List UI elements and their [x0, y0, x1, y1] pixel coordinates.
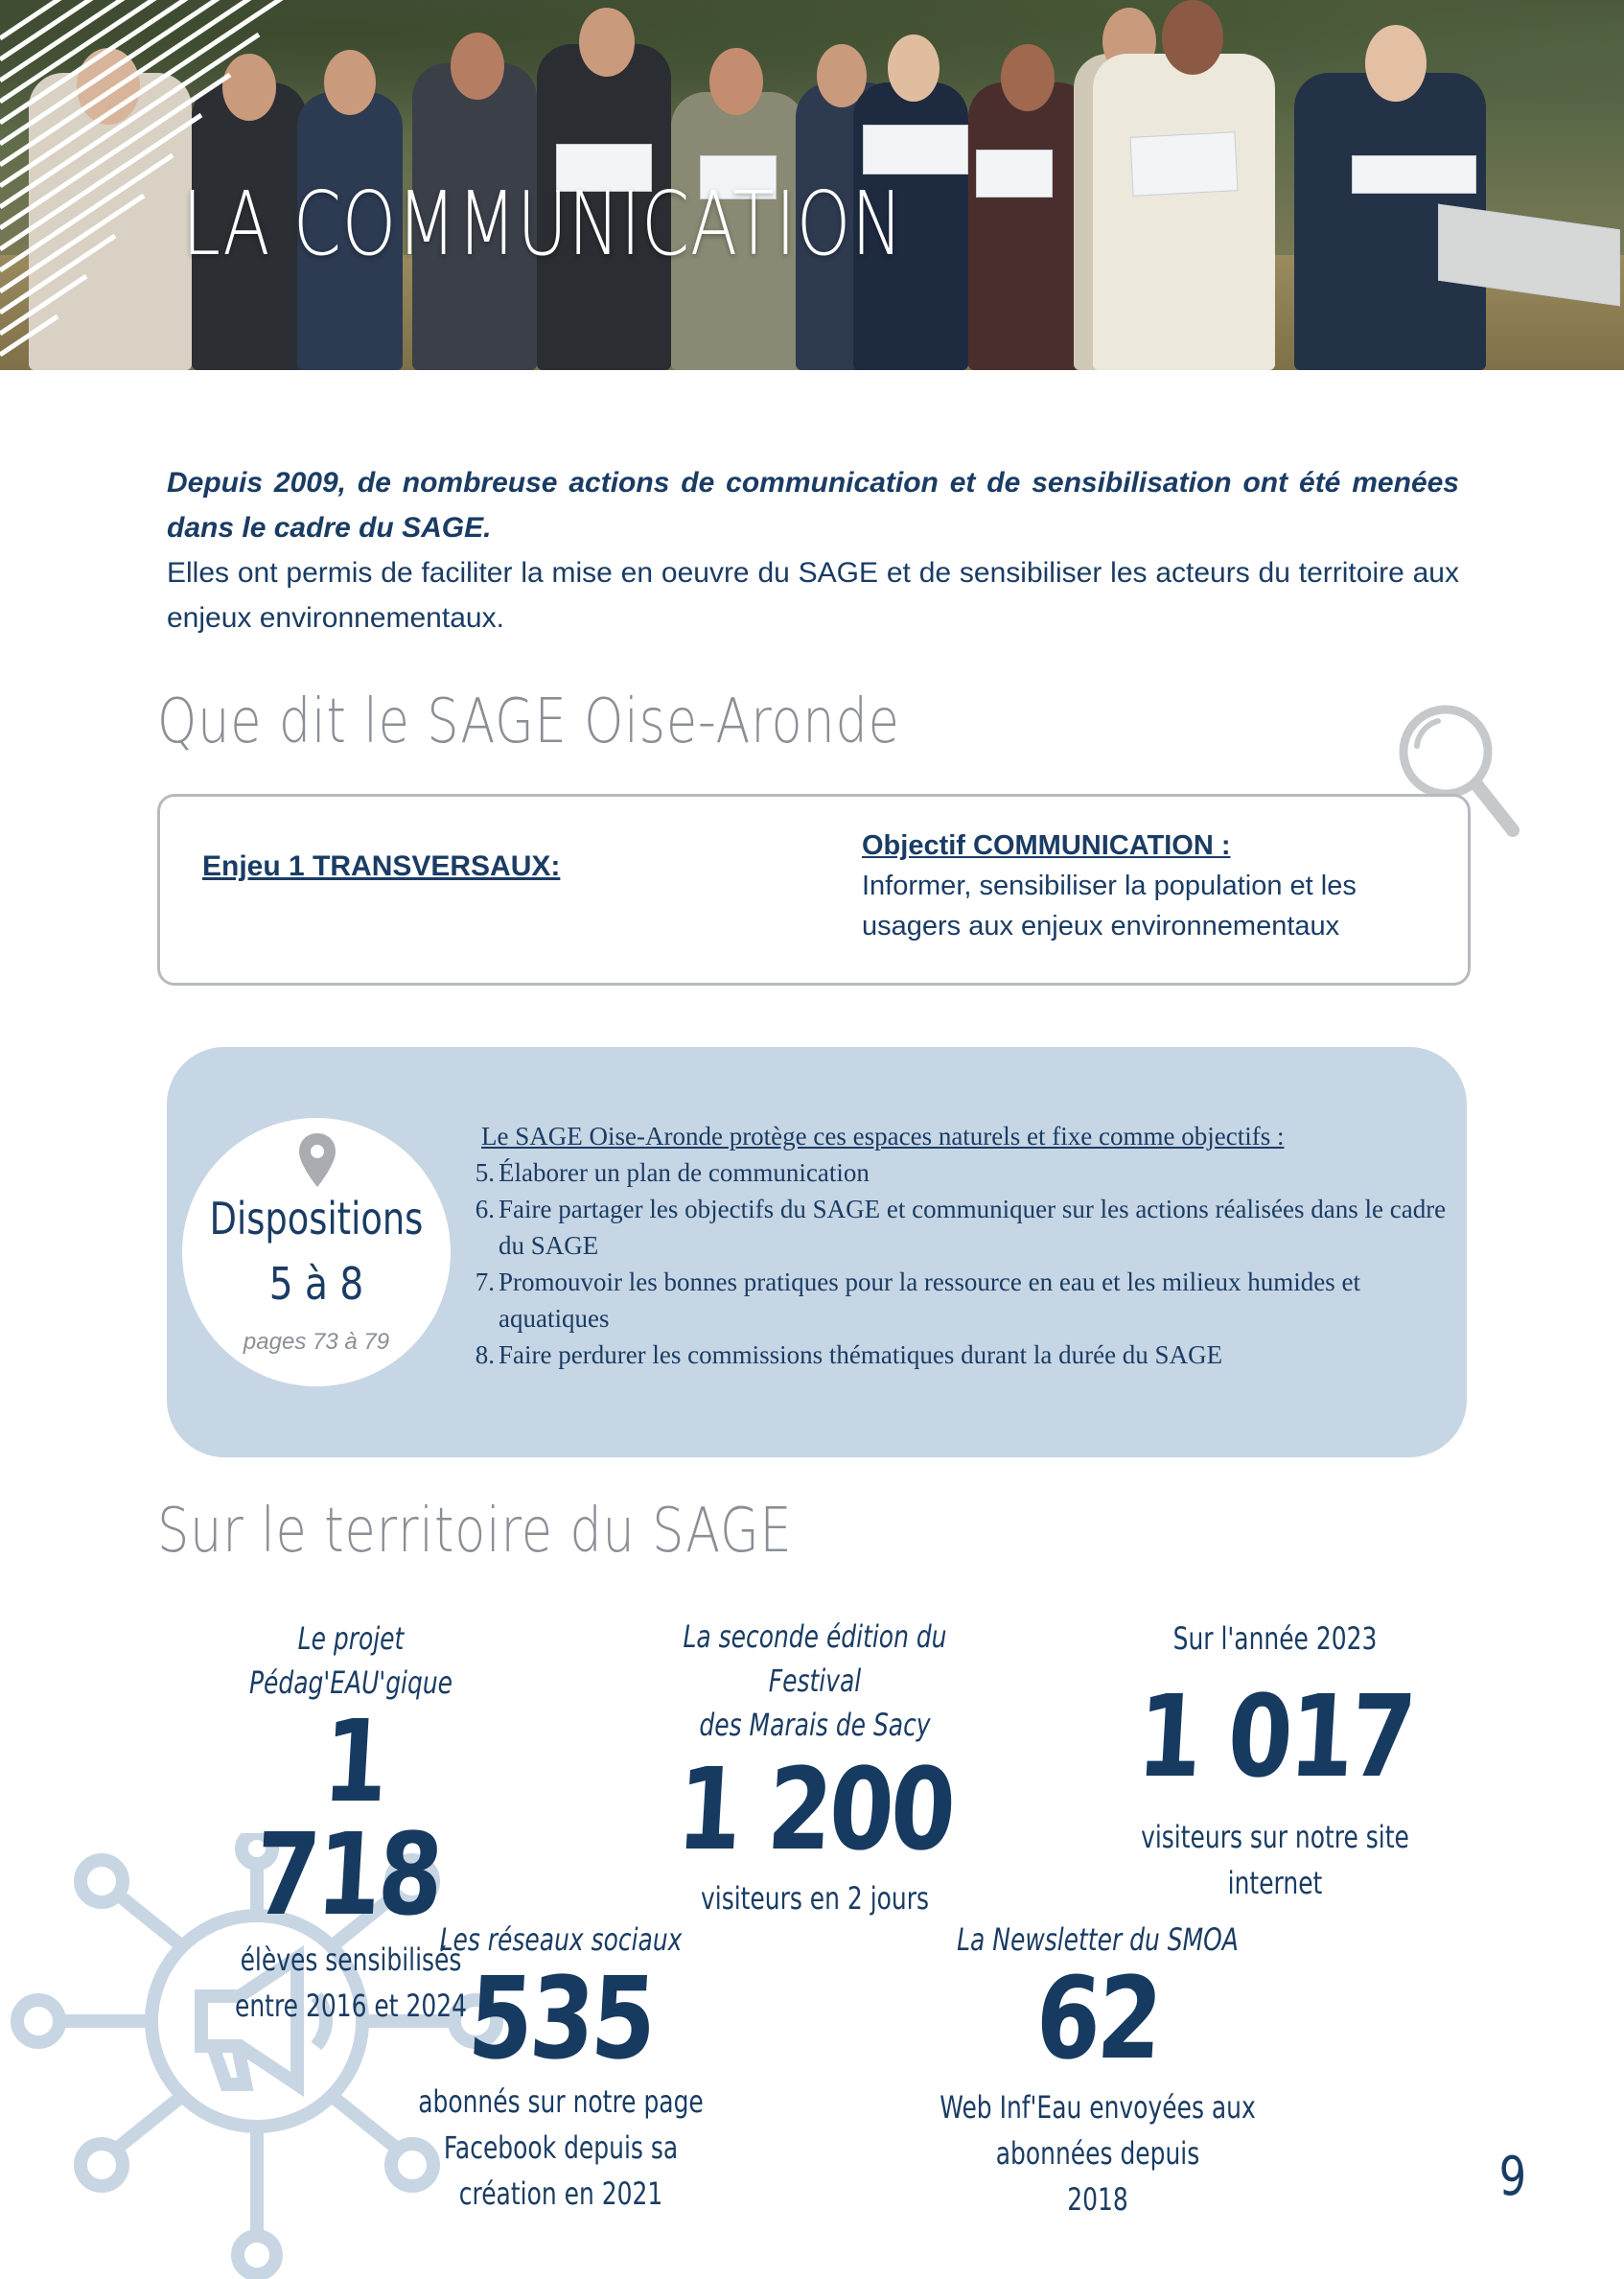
dispositions-badge — [182, 1118, 451, 1386]
stat-subtext: Web Inf'Eau envoyées aux abonnées depuis — [940, 2089, 1256, 2172]
stat-subtext: entre 2016 et 2024 — [234, 1988, 468, 2024]
stat-caption: Sur l'année 2023 — [1172, 1620, 1378, 1657]
stat-value: 535 — [464, 1952, 658, 2084]
stat-caption: des Marais de Sacy — [699, 1707, 931, 1743]
stat-caption: La seconde édition du Festival — [683, 1618, 947, 1699]
list-item-text: Faire perdurer les commissions thématiques durant la durée du SAGE — [499, 1340, 1223, 1369]
list-item — [470, 1154, 1448, 1191]
stat-newsletter — [853, 1918, 1342, 2222]
enjeu-box — [157, 794, 1471, 986]
person-head — [579, 8, 635, 77]
certificate — [1352, 155, 1476, 194]
stat-caption: Le projet Pédag'EAU'gique — [248, 1620, 453, 1701]
list-item-number: 8. — [475, 1340, 495, 1369]
intro-body: Elles ont permis de faciliter la mise en oeuvre du SAGE et de sensibiliser les acteurs du territoire aux enjeux environnementaux. — [167, 557, 1459, 634]
stat-festival — [623, 1615, 1007, 1921]
certificate — [976, 150, 1053, 198]
dispositions-label: Dispositions — [209, 1193, 424, 1244]
section-title-territoire: Sur le territoire du SAGE — [157, 1496, 793, 1567]
person-head — [1001, 44, 1055, 111]
stat-website — [1074, 1616, 1476, 1906]
stat-subtext: visiteurs sur notre site internet — [1141, 1819, 1409, 1901]
hero-photo — [0, 0, 1624, 370]
dispositions-range: 5 à 8 — [268, 1258, 364, 1310]
list-item-number: 6. — [475, 1195, 495, 1223]
stat-value: 1 200 — [673, 1743, 957, 1875]
page-title: LA COMMUNICATION — [182, 173, 904, 275]
dispositions-intro: Le SAGE Oise-Aronde protège ces espaces naturels et fixe comme objectifs : — [481, 1122, 1285, 1151]
list-item-text: Élaborer un plan de communication — [499, 1158, 870, 1187]
person — [1093, 54, 1275, 370]
person-head — [1162, 0, 1223, 75]
list-item-number: 7. — [475, 1267, 495, 1296]
person-head — [324, 50, 376, 115]
objective-title: Objectif COMMUNICATION : — [862, 830, 1231, 861]
list-item — [470, 1337, 1448, 1373]
list-item-number: 5. — [475, 1158, 495, 1187]
stat-caption: La Newsletter du SMOA — [957, 1921, 1239, 1958]
intro-lead: Depuis 2009, de nombreuse actions de communication et de sensibilisation ont été menées dans le cadre du SAGE. — [167, 467, 1459, 544]
person-head — [1365, 25, 1427, 102]
intro-paragraph — [167, 460, 1459, 640]
objective-text: Informer, sensibiliser la population et les usagers aux enjeux environnementaux — [862, 871, 1357, 942]
stat-subtext: 2018 — [1067, 2181, 1128, 2218]
map-pin-icon — [297, 1131, 337, 1189]
stat-value: 62 — [1032, 1952, 1164, 2084]
stat-subtext: élèves sensibilisés — [240, 1942, 462, 1978]
dispositions-panel — [167, 1047, 1467, 1457]
stat-caption: Les réseaux sociaux — [439, 1921, 683, 1958]
list-item — [470, 1264, 1448, 1337]
stat-social — [316, 1918, 805, 2217]
person-head — [888, 35, 940, 102]
dispositions-pages: pages 73 à 79 — [243, 1329, 390, 1355]
list-item-text: Faire partager les objectifs du SAGE et communiquer sur les actions réalisées dans le cadre du SAGE — [499, 1195, 1447, 1260]
stat-subtext: création en 2021 — [458, 2175, 663, 2212]
list-item-text: Promouvoir les bonnes pratiques pour la ressource en eau et les milieux humides et aquatiques — [499, 1267, 1361, 1333]
certificate — [863, 125, 968, 174]
stat-value: 1 718 — [251, 1695, 444, 1941]
objective-block — [862, 826, 1437, 946]
section-title-sage: Que dit le SAGE Oise-Aronde — [157, 686, 900, 757]
stat-subtext: abonnés sur notre page Facebook depuis sa — [418, 2083, 704, 2166]
stat-value: 1 017 — [1133, 1670, 1417, 1802]
page-number: 9 — [1498, 2146, 1527, 2208]
list-item — [470, 1191, 1448, 1264]
person-head — [709, 48, 763, 115]
person-head — [451, 33, 504, 100]
certificate — [1129, 131, 1238, 197]
stat-subtext: visiteurs en 2 jours — [700, 1880, 930, 1917]
dispositions-list — [470, 1118, 1448, 1373]
enjeu-label: Enjeu 1 TRANSVERSAUX: — [202, 850, 561, 882]
